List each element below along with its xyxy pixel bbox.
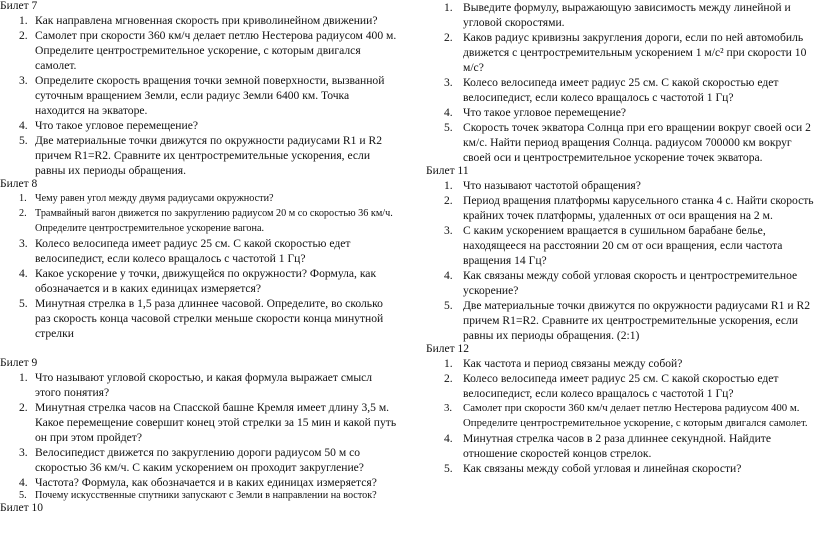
question-text: Минутная стрелка в 1,5 раза длиннее часовой. Определите, во сколько раз скорость конца часовой стрелки меньше скорости конца минутной стрелки — [35, 297, 384, 340]
ticket-11 — [426, 165, 816, 343]
question-text: Самолет при скорости 360 км/ч делает петлю Нестерова радиусом 400 м. Определите центростремительное ускорение, с которым двигался самолет. — [463, 402, 808, 429]
ticket-8 — [0, 178, 400, 341]
question-number: 4. — [444, 269, 453, 282]
question-text: Две материальные точки движутся по окружности радиусами R1 и R2 причем R1=R2. Сравните их центростремительные ускорения, если равны их периоды обращения. (2:1) — [463, 299, 810, 342]
question-text: Минутная стрелка часов на Спасской башне Кремля имеет длину 3,5 м. Какое перемещение совершит конец этой стрелки за 15 мин и какой путь он при этом пройдет? — [35, 401, 397, 444]
question-text: Что называют частотой обращения? — [463, 179, 641, 192]
question-item — [426, 30, 816, 75]
question-text: Каков радиус кривизны закругления дороги, если по ней автомобиль движется с центростремительным ускорением 1 м/с² при скорости 10 м/с? — [463, 31, 807, 74]
question-text: Как связаны между собой угловая и линейная скорости? — [463, 462, 742, 475]
question-item — [0, 490, 400, 502]
question-list — [0, 13, 400, 178]
question-number: 1. — [444, 1, 453, 14]
question-item — [0, 266, 400, 296]
question-number: 3. — [19, 237, 28, 250]
question-number: 4. — [19, 476, 28, 489]
question-number: 1. — [19, 371, 28, 384]
question-list — [426, 178, 816, 343]
question-number: 1. — [444, 357, 453, 370]
question-item — [426, 178, 816, 193]
question-text: Трамвайный вагон движется по закруглению радиусом 20 м со скоростью 36 км/ч. Определите центростремительное ускорение вагона. — [35, 208, 393, 234]
question-list — [426, 0, 816, 165]
question-item — [426, 298, 816, 343]
question-item — [426, 0, 816, 30]
question-number: 2. — [19, 401, 28, 414]
question-number: 5. — [19, 297, 28, 310]
question-text: Как частота и период связаны между собой? — [463, 357, 683, 370]
question-text: Скорость точек экватора Солнца при его вращении вокруг своей оси 2 км/с. Найти период вращения Солнца. радиусом 700000 км вокруг своей оси и центростремительное ускорение точек экватора. — [463, 121, 811, 164]
question-number: 3. — [19, 74, 28, 87]
question-number: 5. — [444, 299, 453, 312]
question-text: Почему искусственные спутники запускают с Земли в направлении на восток? — [35, 490, 377, 501]
ticket-7 — [0, 0, 400, 178]
question-item — [426, 461, 816, 476]
question-number: 3. — [444, 76, 453, 89]
question-text: Чему равен угол между двумя радиусами окружности? — [35, 193, 274, 204]
question-text: Колесо велосипеда имеет радиус 25 см. С какой скоростью едет велосипедист, если колесо вращалось с частотой 1 Гц? — [463, 76, 779, 104]
question-item — [0, 236, 400, 266]
ticket-9 — [0, 357, 400, 502]
question-number: 4. — [444, 432, 453, 445]
question-item — [426, 193, 816, 223]
question-number: 1. — [19, 14, 28, 27]
question-text: С каким ускорением вращается в сушильном барабане белье, находящееся на расстоянии 20 см от оси вращения, если частота вращения 14 Гц? — [463, 224, 783, 267]
question-number: 2. — [444, 372, 453, 385]
question-text: Выведите формулу, выражающую зависимость между линейной и угловой скоростями. — [463, 1, 791, 29]
question-text: Какое ускорение у точки, движущейся по окружности? Формула, как обозначается и в каких единицах измеряется? — [35, 267, 377, 295]
question-text: Самолет при скорости 360 км/ч делает петлю Нестерова радиусом 400 м. Определите центростремительное ускорение, с которым двигался самолет. — [35, 29, 397, 72]
question-text: Две материальные точки движутся по окружности радиусами R1 и R2 причем R1=R2. Сравните их центростремительные ускорения, если равны их периоды обращения. — [35, 134, 382, 177]
ticket-title: Билет 11 — [426, 165, 469, 177]
question-item — [0, 206, 400, 236]
question-number: 3. — [19, 446, 28, 459]
right-column — [426, 0, 816, 476]
question-item — [426, 431, 816, 461]
question-number: 3. — [444, 402, 453, 414]
ticket-title: Билет 10 — [0, 502, 44, 514]
question-number: 2. — [19, 29, 28, 42]
question-text: Определите скорость вращения точки земной поверхности, вызванной суточным вращением Земли, если радиус Земли 6400 км. Точка находится на экваторе. — [35, 74, 385, 117]
question-number: 5. — [444, 121, 453, 134]
question-item — [0, 118, 400, 133]
question-item — [426, 371, 816, 401]
question-list — [426, 356, 816, 476]
question-item — [0, 191, 400, 206]
question-text: Колесо велосипеда имеет радиус 25 см. С какой скоростью едет велосипедист, если колесо вращалось с частотой 1 Гц? — [35, 237, 351, 265]
question-item — [426, 356, 816, 371]
question-number: 4. — [19, 119, 28, 132]
question-text: Колесо велосипеда имеет радиус 25 см. С какой скоростью едет велосипедист, если колесо вращалось с частотой 1 Гц? — [463, 372, 779, 400]
ticket-title: Билет 7 — [0, 0, 38, 12]
question-item — [0, 296, 400, 341]
question-number: 5. — [19, 490, 27, 501]
ticket-title: Билет 12 — [426, 343, 470, 355]
question-item — [0, 400, 400, 445]
question-item — [426, 401, 816, 431]
question-item — [0, 13, 400, 28]
question-item — [0, 133, 400, 178]
ticket-10 — [0, 502, 400, 515]
question-list — [0, 370, 400, 502]
question-item — [0, 28, 400, 73]
question-number: 4. — [444, 106, 453, 119]
left-column — [0, 0, 400, 515]
question-text: Частота? Формула, как обозначается и в каких единицах измеряется? — [35, 476, 377, 489]
question-item — [426, 105, 816, 120]
question-number: 2. — [444, 31, 453, 44]
question-item — [426, 223, 816, 268]
question-number: 2. — [19, 208, 27, 219]
question-number: 3. — [444, 224, 453, 237]
question-text: Что такое угловое перемещение? — [35, 119, 198, 132]
question-number: 4. — [19, 267, 28, 280]
question-text: Как связаны между собой угловая скорость и центростремительное ускорение? — [463, 269, 798, 297]
question-number: 1. — [19, 193, 27, 204]
question-item — [0, 73, 400, 118]
question-number: 1. — [444, 179, 453, 192]
question-number: 2. — [444, 194, 453, 207]
question-text: Как направлена мгновенная скорость при криволинейном движении? — [35, 14, 378, 27]
question-list — [0, 191, 400, 341]
question-item — [426, 120, 816, 165]
question-item — [426, 75, 816, 105]
question-item — [0, 475, 400, 490]
ticket-10-continued — [426, 0, 816, 165]
question-text: Минутная стрелка часов в 2 раза длиннее секундной. Найдите отношение скоростей концов стрелок. — [463, 432, 772, 460]
question-text: Период вращения платформы карусельного станка 4 с. Найти скорость крайних точек платформы, удаленных от оси вращения на 2 м. — [463, 194, 814, 222]
question-item — [426, 268, 816, 298]
question-number: 5. — [19, 134, 28, 147]
question-number: 5. — [444, 462, 453, 475]
ticket-title: Билет 8 — [0, 178, 38, 190]
question-item — [0, 445, 400, 475]
question-text: Что такое угловое перемещение? — [463, 106, 626, 119]
ticket-12 — [426, 343, 816, 476]
question-text: Что называют угловой скоростью, и какая формула выражает смысл этого понятия? — [35, 371, 373, 399]
question-item — [0, 370, 400, 400]
question-text: Велосипедист движется по закруглению дороги радиусом 50 м со скоростью 36 км/ч. С каким ускорением он проходит закругление? — [35, 446, 364, 474]
ticket-title: Билет 9 — [0, 357, 38, 369]
